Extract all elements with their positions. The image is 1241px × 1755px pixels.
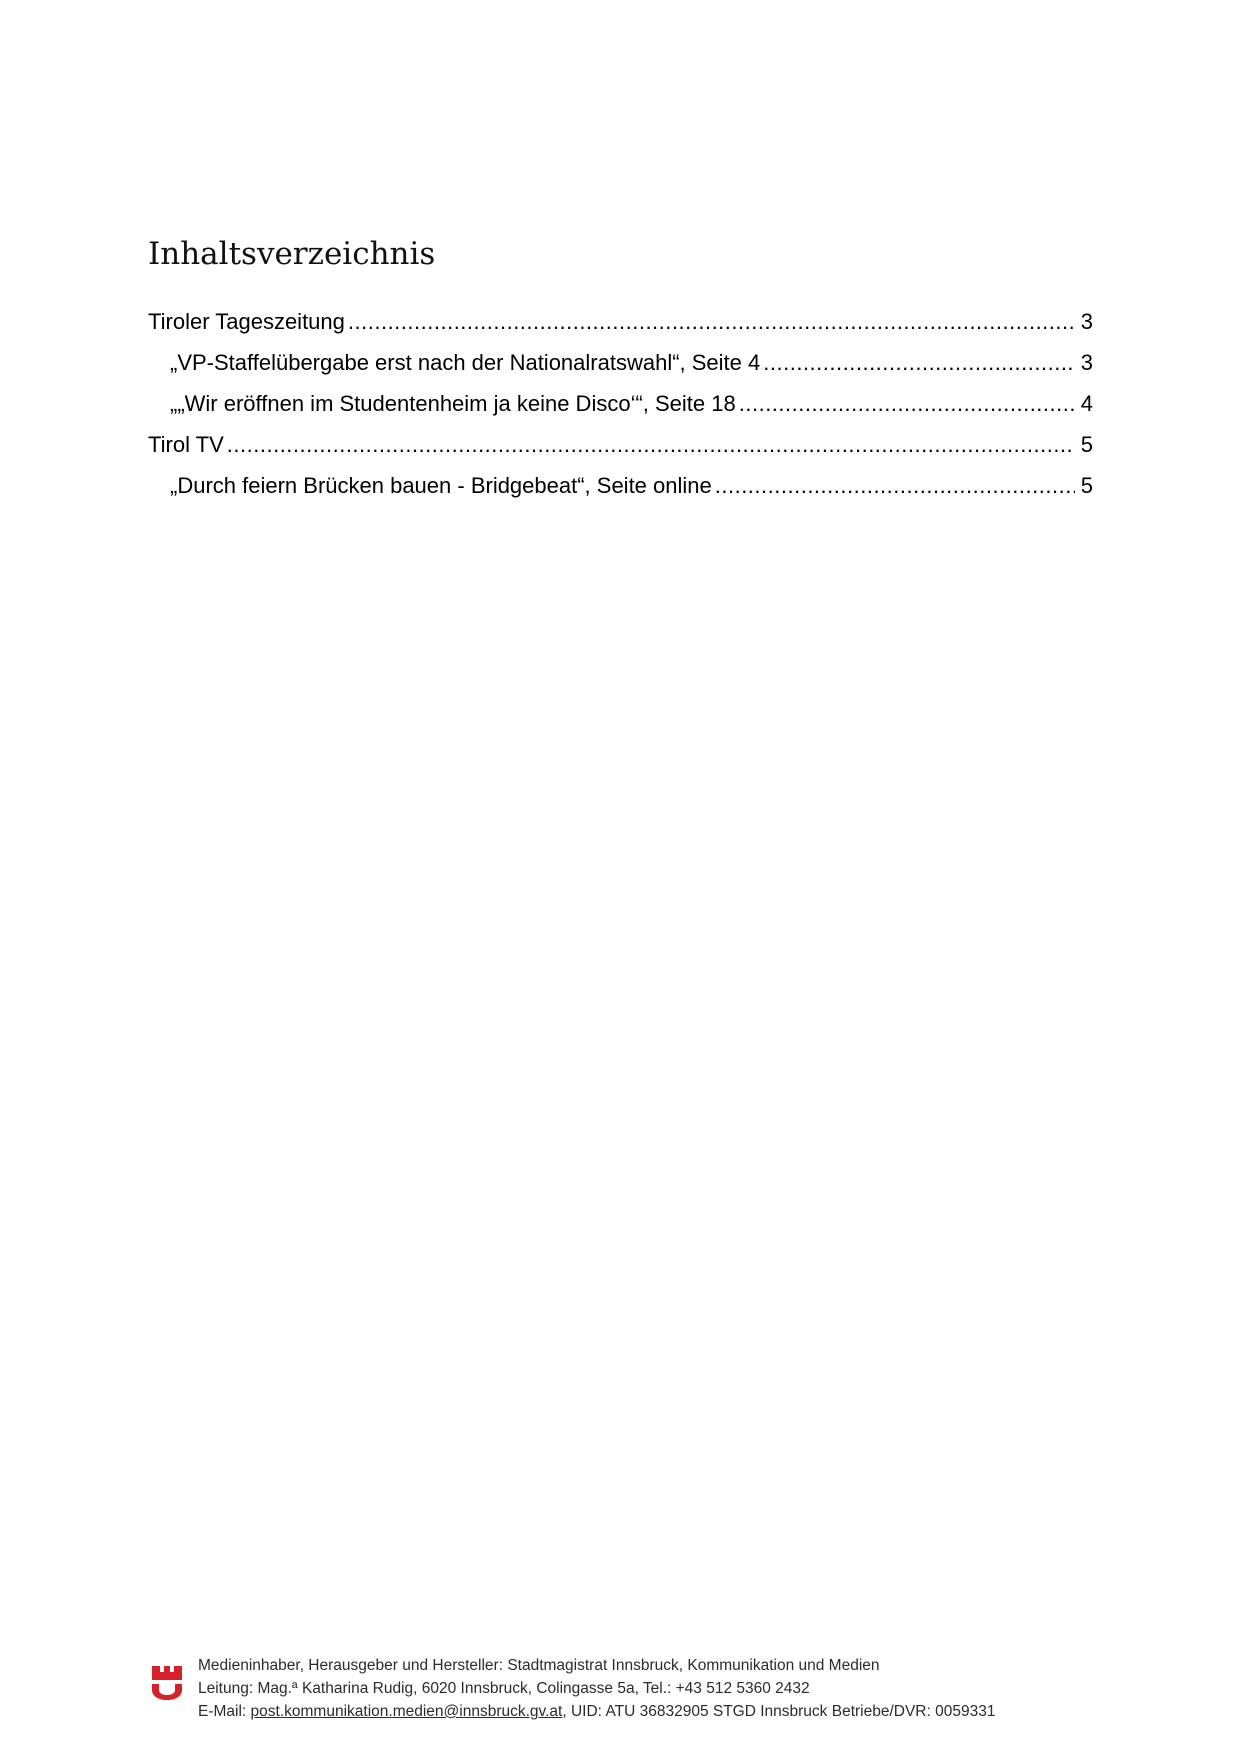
footer-line-publisher: Medieninhaber, Herausgeber und Hersteller: Stadtmagistrat Innsbruck, Kommunikation und Medien: [198, 1657, 880, 1674]
toc-page-number: 3: [1080, 350, 1093, 375]
table-of-contents: [148, 304, 1093, 509]
toc-entry-tiroler-tageszeitung[interactable]: [148, 304, 1093, 345]
footer-imprint: [198, 1654, 995, 1723]
toc-entry-label: „Durch feiern Brücken bauen - Bridgebeat“, Seite online: [170, 473, 712, 498]
toc-dot-leader: [739, 386, 1075, 422]
toc-entry-vp-staffeluebergabe[interactable]: [148, 345, 1093, 386]
footer-email-prefix: E-Mail:: [198, 1703, 251, 1720]
toc-dot-leader: [715, 468, 1075, 504]
toc-title: Inhaltsverzeichnis: [148, 236, 436, 272]
toc-page-number: 3: [1080, 309, 1093, 334]
toc-entry-label: „„Wir eröffnen im Studentenheim ja keine Disco‘“, Seite 18: [170, 391, 736, 416]
footer-line-ids: , UID: ATU 36832905 STGD Innsbruck Betriebe/DVR: 0059331: [562, 1703, 996, 1720]
toc-entry-label: Tirol TV: [148, 432, 224, 457]
toc-entry-studentenheim-disco[interactable]: [148, 386, 1093, 427]
toc-dot-leader: [348, 304, 1075, 340]
footer-line-management: Leitung: Mag.ª Katharina Rudig, 6020 Innsbruck, Colingasse 5a, Tel.: +43 512 5360 2432: [198, 1680, 810, 1697]
innsbruck-city-logo-icon: [150, 1662, 184, 1702]
toc-entry-label: Tiroler Tageszeitung: [148, 309, 345, 334]
toc-dot-leader: [763, 345, 1075, 381]
toc-page-number: 5: [1080, 473, 1093, 498]
page-footer: [150, 1654, 1090, 1734]
toc-page-number: 4: [1080, 391, 1093, 416]
toc-entry-label: „VP-Staffelübergabe erst nach der Nationalratswahl“, Seite 4: [170, 350, 761, 375]
toc-entry-tirol-tv[interactable]: [148, 427, 1093, 468]
toc-page-number: 5: [1080, 432, 1093, 457]
footer-email-link[interactable]: post.kommunikation.medien@innsbruck.gv.at: [250, 1703, 563, 1720]
toc-entry-bridgebeat[interactable]: [148, 468, 1093, 509]
footer-line-contact: [198, 1700, 995, 1723]
toc-dot-leader: [227, 427, 1075, 463]
